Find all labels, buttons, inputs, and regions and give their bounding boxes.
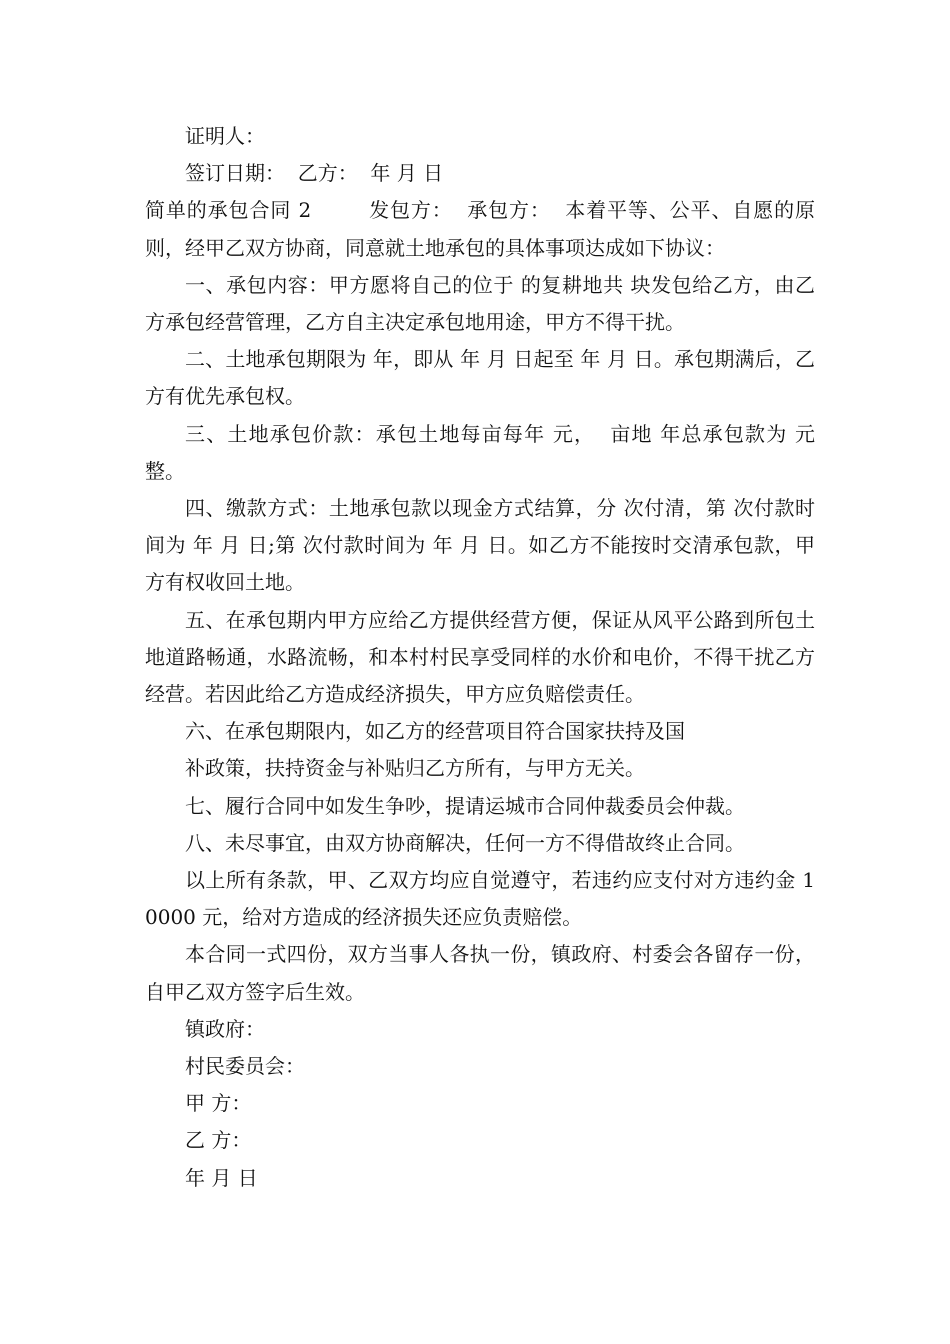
date-line: 年 月 日 [185,1165,258,1190]
town-government-signature-line: 镇政府： [185,1016,265,1041]
party-a-signature-line: 甲 方： [185,1091,252,1116]
clause-3-paragraph: 三、土地承包价款：承包土地每亩每年 元， 亩地 年总承包款为 元整。 [145,421,815,483]
clause-6-continuation: 补政策，扶持资金与补贴归乙方所有，与甲方无关。 [185,756,645,781]
clause-4-paragraph: 四、缴款方式：土地承包款以现金方式结算，分 次付清，第 次付款时间为 年 月 日;第 次付款时间为 年 月 日。如乙方不能按时交清承包款，甲方有权收回土地。 [145,496,815,595]
witness-line: 证明人： [185,124,265,148]
signing-date-line: 签订日期： 乙方： 年 月 日 [185,161,444,186]
party-b-signature-line: 乙 方： [185,1128,252,1153]
clause-7-paragraph: 七、履行合同中如发生争吵，提请运城市合同仲裁委员会仲裁。 [185,793,745,818]
clause-1-paragraph: 一、承包内容：甲方愿将自己的位于 的复耕地共 块发包给乙方，由乙方承包经营管理，乙方自主决定承包地用途，甲方不得干扰。 [145,272,815,335]
copies-paragraph: 本合同一式四份，双方当事人各执一份，镇政府、村委会各留存一份，自甲乙双方签字后生效。 [145,942,815,1004]
penalty-paragraph: 以上所有条款，甲、乙双方均应自觉遵守，若违约应支付对方违约金 10000 元，给对方造成的经济损失还应负责赔偿。 [145,868,815,930]
clause-2-paragraph: 二、土地承包期限为 年，即从 年 月 日起至 年 月 日。承包期满后，乙方有优先承包权。 [145,347,815,409]
clause-6-paragraph: 六、在承包期限内，如乙方的经营项目符合国家扶持及国 [185,719,685,744]
contract-heading-paragraph: 简单的承包合同 2 发包方： 承包方： 本着平等、公平、自愿的原则，经甲乙双方协商，同意就土地承包的具体事项达成如下协议： [145,198,815,260]
clause-5-paragraph: 五、在承包期内甲方应给乙方提供经营方便，保证从风平公路到所包土地道路畅通，水路流畅，和本村村民享受同样的水价和电价，不得干扰乙方经营。若因此给乙方造成经济损失，甲方应负赔偿责任。 [145,607,815,707]
village-committee-signature-line: 村民委员会： [185,1054,305,1079]
clause-8-paragraph: 八、未尽事宜，由双方协商解决，任何一方不得借故终止合同。 [185,830,745,855]
